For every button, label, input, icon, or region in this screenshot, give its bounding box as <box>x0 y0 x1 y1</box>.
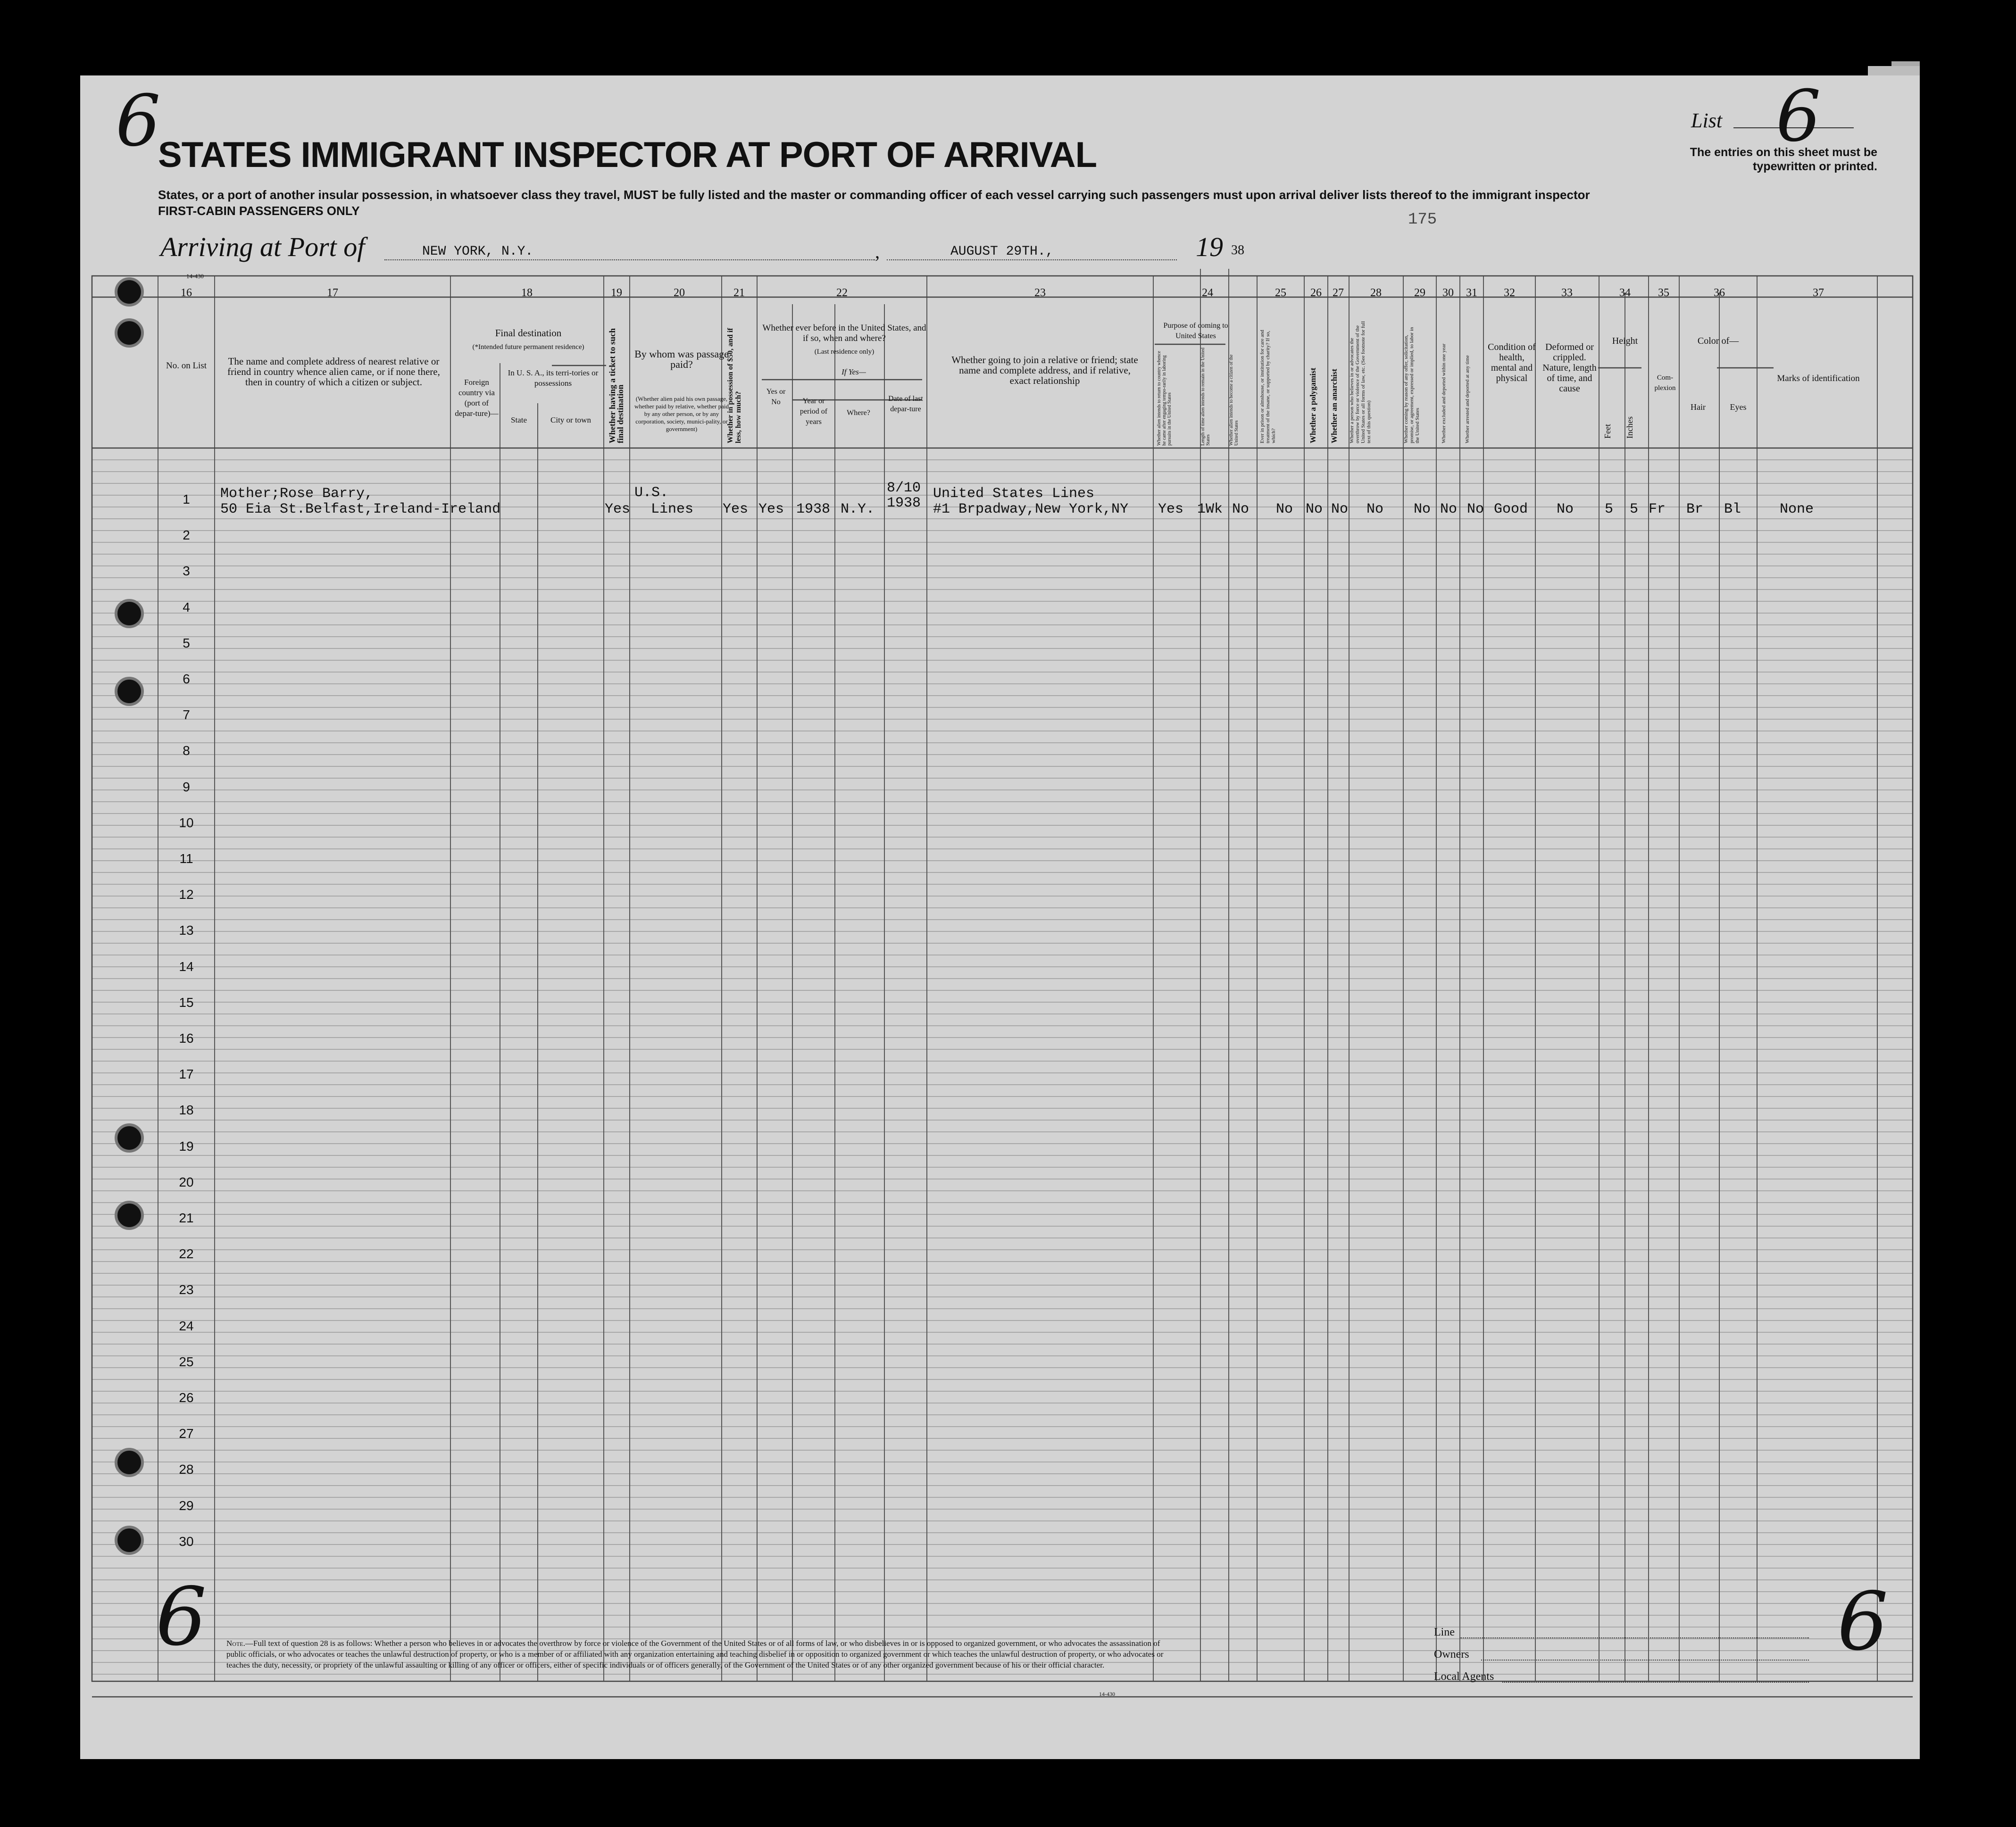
comma: , <box>875 241 880 262</box>
form-instructions: States, or a port of another insular possession, in whatsoever class they travel, MUST be fully listed and the master or commanding officer of each vessel carrying such passengers must upon arrival deliver lists thereof to the immigrant inspector <box>158 188 1590 202</box>
year-prefix: 19 <box>1196 232 1223 262</box>
binder-hole <box>115 277 144 307</box>
entry-purpose-length: 1Wk <box>1197 501 1223 517</box>
row-number: 13 <box>179 923 194 938</box>
row-number: 3 <box>183 564 190 579</box>
entry-inches: 5 <box>1630 501 1639 517</box>
year-suffix: 38 <box>1231 243 1244 257</box>
column-number: 18 <box>521 287 533 299</box>
column-number: 21 <box>733 287 745 299</box>
header-purpose-length: Length of time alien intends to remain in the United States <box>1200 347 1211 446</box>
header-year-period: Year or period of years <box>800 397 828 426</box>
entry-join-line1: United States Lines <box>933 486 1095 502</box>
date-line <box>887 259 1177 260</box>
header-feet: Feet <box>1603 424 1612 439</box>
header-purpose-citizen: Whether alien intends to become a citizen of the United States <box>1229 354 1239 446</box>
column-number: 29 <box>1414 287 1425 299</box>
binder-hole <box>115 318 144 348</box>
footer-agents-label: Local Agents <box>1434 1670 1494 1683</box>
binder-hole <box>115 677 144 706</box>
header-anarchist: Whether an anarchist <box>1330 368 1339 443</box>
header-condition: Condition of health, mental and physical <box>1488 342 1536 383</box>
entry-excluded: No <box>1440 501 1458 517</box>
row-number: 11 <box>179 851 193 866</box>
header-city: City or town <box>550 415 591 424</box>
header-final-destination-note: (*Intended future permanent residence) <box>472 343 584 351</box>
column-number: 26 <box>1310 287 1322 299</box>
entry-arrested: No <box>1467 501 1484 517</box>
note-label: Note. <box>226 1639 245 1648</box>
row-number: 25 <box>179 1354 194 1369</box>
entry-possession: Yes <box>723 501 749 517</box>
list-number: 6 <box>1776 75 1821 158</box>
header-state: State <box>511 415 527 424</box>
header-by-whom: By whom was passage paid? <box>634 348 729 370</box>
row-number: 29 <box>179 1498 194 1513</box>
entry-date-last-line2: 1938 <box>887 495 921 511</box>
entry-ticket: Yes <box>605 501 631 517</box>
column-number: 17 <box>327 287 338 299</box>
row-number: 20 <box>179 1174 194 1189</box>
row-number: 12 <box>179 887 194 902</box>
entry-complexion: Fr <box>1649 501 1666 517</box>
column-number: 32 <box>1504 287 1515 299</box>
header-no-on-list: No. on List <box>166 361 207 371</box>
header-purpose: Purpose of coming to United States <box>1163 322 1228 340</box>
entry-relative-line1: Mother;Rose Barry, <box>220 486 374 502</box>
header-possession-50: Whether in possession of $50, and if less, how much? <box>726 328 742 443</box>
entry-polygamist: No <box>1306 501 1323 517</box>
manifest-page <box>80 75 1920 1759</box>
entry-paid-line1: U.S. <box>634 485 669 501</box>
column-number: 36 <box>1714 287 1725 299</box>
header-color-of: Color of— <box>1697 336 1739 346</box>
row-number: 7 <box>183 707 190 722</box>
row-number: 23 <box>179 1282 194 1297</box>
binder-hole <box>115 599 144 628</box>
header-eyes: Eyes <box>1730 402 1747 412</box>
header-purpose-return: Whether alien intends to return to country whence he came after engaging tempo-rarily in laboring pursuits in the United States <box>1157 351 1172 446</box>
row-number: 22 <box>179 1246 194 1262</box>
footer-form-number: 14-430 <box>1099 1691 1115 1697</box>
entry-date-last-line1: 8/10 <box>887 480 921 496</box>
header-arrested: Whether arrested and deported at any time <box>1465 355 1470 443</box>
entry-anarchist: No <box>1331 501 1349 517</box>
row-number: 16 <box>179 1031 194 1046</box>
binder-hole <box>115 1448 144 1477</box>
entry-condition: Good <box>1494 501 1528 517</box>
header-complexion: Com-plexion <box>1654 374 1676 392</box>
entry-join-line2: #1 Brpadway,New York,NY <box>933 501 1129 517</box>
entry-offer: No <box>1414 501 1431 517</box>
entry-before-year: 1938 <box>796 501 831 517</box>
row-number: 4 <box>183 599 190 615</box>
ruled-grid <box>80 75 1920 1759</box>
header-date-last: Date of last depar-ture <box>888 395 923 413</box>
entries-note: The entries on this sheet must be typewritten or printed. <box>1690 146 1877 173</box>
row-number: 1 <box>183 492 190 507</box>
row-number: 24 <box>179 1318 194 1333</box>
column-number: 31 <box>1466 287 1477 299</box>
form-title: STATES IMMIGRANT INSPECTOR AT PORT OF ARRIVAL <box>158 135 1097 175</box>
entry-deformed: No <box>1557 501 1574 517</box>
header-hair: Hair <box>1691 402 1706 412</box>
entry-before-where: N.Y. <box>841 501 875 517</box>
row-number: 21 <box>179 1211 194 1225</box>
arriving-label: Arriving at Port of <box>160 232 365 262</box>
entry-purpose-return: Yes <box>1158 501 1184 517</box>
row-number: 18 <box>179 1103 194 1118</box>
header-yes-no: Yes or No <box>766 388 786 406</box>
header-coming-offer: Whether coming by reason of any offer, solicitation, promise, or agreement, expressed or implied, to labor in the United States <box>1403 327 1420 443</box>
entry-marks: None <box>1780 501 1814 517</box>
footer-owners-label: Owners <box>1434 1648 1469 1661</box>
footnote-question-28 <box>226 1638 1165 1670</box>
binder-hole <box>115 1201 144 1230</box>
column-number: 35 <box>1658 287 1669 299</box>
row-number: 5 <box>183 635 190 650</box>
handwritten-footer-right: 6 <box>1837 1575 1889 1669</box>
date-value: AUGUST 29TH., <box>950 244 1054 259</box>
header-inches: Inches <box>1625 416 1634 439</box>
note-text: —Full text of question 28 is as follows: Whether a person who believes in or advocates the overthrow by force or violence of the Government of the United States or of all forms of law, or who disbelieves in or is opposed to organized government, or who advocates the assassination of public officials, or who advocates or teaches the unlawful destruction of property, or who is a member of or affiliated with any organization entertaining and teaching disbelief in or opposition to organized government or which teaches the unlawful destruction of property, or who advocates or teaches the duty, necessity, or propriety of the unlawful assaulting or killing of any officer or officers, either of specific individuals or of officers generally, of the Government of the United States or of any other organized government because of his or their official character. <box>226 1639 1164 1669</box>
header-height: Height <box>1612 336 1638 346</box>
header-ticket: Whether having a ticket to such final destination <box>608 328 625 443</box>
row-number: 10 <box>179 815 194 830</box>
form-number: 14-430 <box>186 273 204 280</box>
column-number: 19 <box>611 287 622 299</box>
column-number: 24 <box>1202 287 1213 299</box>
column-number: 16 <box>181 287 192 299</box>
entry-before-yes: Yes <box>758 501 784 517</box>
entry-relative-line2: 50 Eia St.Belfast,Ireland-Ireland <box>220 501 501 517</box>
passenger-class: FIRST-CABIN PASSENGERS ONLY <box>158 204 360 218</box>
footer-line-label: Line <box>1434 1626 1455 1638</box>
entry-overthrow: No <box>1366 501 1384 517</box>
footer-line-field <box>1460 1637 1809 1638</box>
column-number: 37 <box>1813 287 1824 299</box>
entry-eyes: Bl <box>1724 501 1741 517</box>
column-number: 28 <box>1370 287 1382 299</box>
header-by-whom-note: (Whether alien paid his own passage, whether paid by relative, whether paid by any other person, or by any corporation, society, munici-pality, or government) <box>634 395 729 432</box>
row-number: 2 <box>183 528 190 543</box>
row-number: 8 <box>183 743 190 758</box>
header-where: Where? <box>847 409 870 417</box>
header-if-yes: If Yes— <box>841 367 866 376</box>
header-foreign-country: Foreign country via (port of depar-ture)— <box>455 378 499 418</box>
column-number: 34 <box>1619 287 1631 299</box>
row-number: 9 <box>183 779 190 794</box>
handwritten-footer-left: 6 <box>156 1570 207 1664</box>
header-nearest-relative: The name and complete address of nearest relative or friend in country whence alien came, or if none there, then in country of which a citizen or subject. <box>227 356 440 388</box>
header-polygamist: Whether a polygamist <box>1308 367 1317 443</box>
column-number: 22 <box>836 287 848 299</box>
entry-hair: Br <box>1686 501 1704 517</box>
port-value: NEW YORK, N.Y. <box>422 244 533 259</box>
entry-purpose-citizen: No <box>1232 501 1250 517</box>
list-label: List <box>1691 109 1723 132</box>
port-line <box>384 259 875 260</box>
binder-hole <box>115 1526 144 1555</box>
header-excluded: Whether excluded and deported within one year <box>1441 343 1447 443</box>
entry-prison: No <box>1276 501 1293 517</box>
row-number: 27 <box>179 1426 194 1441</box>
footer-owners-field <box>1481 1660 1809 1661</box>
stamp-number: 175 <box>1408 211 1437 229</box>
header-prison: Ever in prison or almshouse, or institution for care and treatment of the insane, or supported by charity? If so, which? <box>1259 330 1276 443</box>
header-ever-before: Whether ever before in the United States, and if so, when and where? <box>762 323 926 343</box>
row-number: 17 <box>179 1067 194 1082</box>
entry-feet: 5 <box>1605 501 1614 517</box>
column-number: 25 <box>1275 287 1286 299</box>
row-number: 19 <box>179 1138 194 1154</box>
entry-paid-line2: Lines <box>651 501 694 517</box>
row-number: 6 <box>183 672 190 686</box>
header-overthrow: Whether a person who believes in or advocates the overthrow by force or violence of the Government of the United States or all forms of law, etc. (See footnote for full text of this question) <box>1349 321 1372 443</box>
column-number: 23 <box>1034 287 1046 299</box>
row-number: 14 <box>179 959 194 974</box>
header-joining: Whether going to join a relative or friend; state name and complete address, and if relative, exact relationship <box>951 354 1138 386</box>
binder-hole <box>115 1123 144 1153</box>
header-deformed: Deformed or crippled. Nature, length of time, and cause <box>1542 342 1597 394</box>
column-number: 20 <box>674 287 685 299</box>
row-number: 30 <box>179 1534 194 1549</box>
row-number: 28 <box>179 1462 194 1477</box>
column-number: 30 <box>1442 287 1454 299</box>
footer-agents-field <box>1502 1682 1809 1683</box>
header-last-residence: (Last residence only) <box>814 348 875 356</box>
column-number: 33 <box>1561 287 1573 299</box>
column-number: 27 <box>1333 287 1344 299</box>
row-number: 26 <box>179 1390 194 1405</box>
handwritten-page-number: 6 <box>116 80 161 162</box>
row-number: 15 <box>179 995 194 1010</box>
header-in-usa: In U. S. A., its terri-tories or possessions <box>508 368 599 388</box>
header-final-destination: Final destination <box>495 327 562 339</box>
header-marks: Marks of identification <box>1777 374 1860 383</box>
